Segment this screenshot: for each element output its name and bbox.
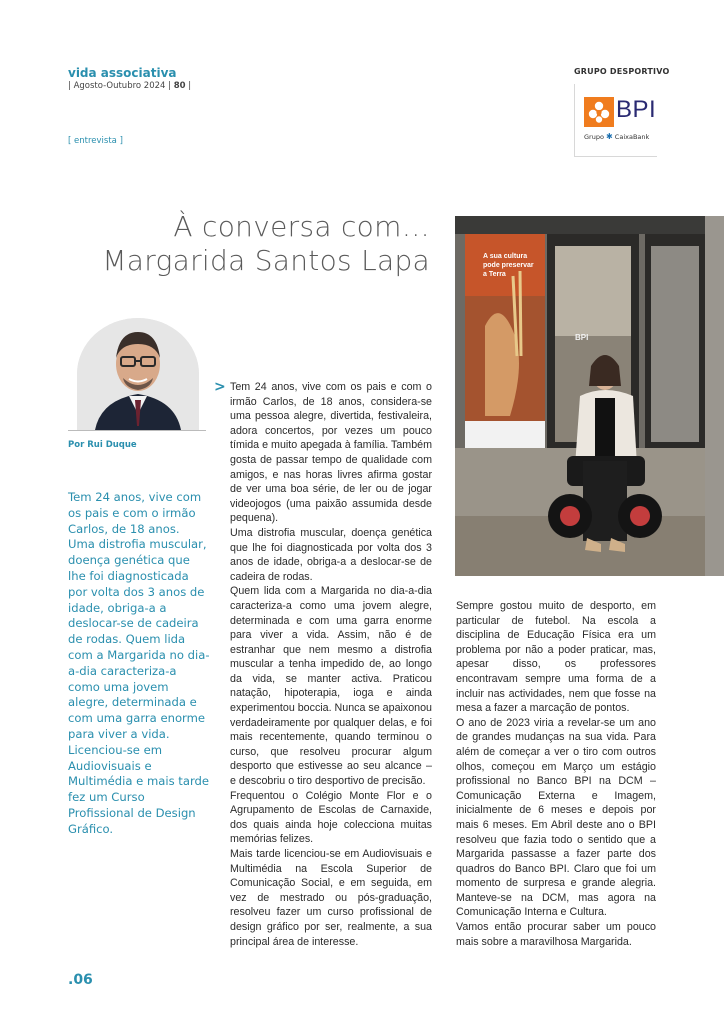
body-paragraph: Frequentou o Colégio Monte Flor e o Agrupamento de Escolas de Carnaxide, dos quais ainda hoje colecciona muitas memórias felizes.: [230, 789, 432, 846]
body-paragraph: Quem lida com a Margarida no dia-a-dia caracteriza-a como uma jovem alegre, determinada e com uma garra enorme para viver a vida. Assim, não é de estranhar que nem mesmo a distrofia muscular a tenha impedido de, ao longo da vida, se manter activa. Praticou natação, hipoterapia, ioga e ainda experimentou boccia. Nunca se apaixonou verdadeiramente por qualquer delas, e foi mais recentemente, quando terminou o curso, que resolveu procurar algum desporto que estivesse ao seu alcance – e descobriu o tiro desportivo de precisão.: [230, 585, 433, 788]
poster-text-1: A sua cultura: [483, 253, 528, 260]
issue-suffix: |: [188, 81, 192, 91]
group-prefix: Grupo: [584, 133, 604, 141]
poster-text-2: pode preservar: [483, 262, 534, 269]
body-paragraph: Vamos então procurar saber um pouco mais sobre a maravilhosa Margarida.: [456, 921, 656, 948]
article-title-line-2: Margarida Santos Lapa: [102, 244, 430, 277]
page-number: .06: [68, 972, 93, 988]
lead-paragraph: Tem 24 anos, vive com os pais e com o irmão Carlos, de 18 anos. Uma distrofia muscular, doença genética que lhe foi diagnosticada por volta dos 3 anos de idade, obriga-a a deslocar-se de cadeira de rodas. Quem lida com a Margarida no dia-a-dia caracteriza-a como uma jovem alegre, determinada e com uma garra enorme para viver a vida. Licenciou-se em Audiovisuais e Multimédia e mais tarde fez um Curso Profissional de Design Gráfico.: [68, 490, 210, 836]
bpi-logo-icon: [584, 97, 614, 127]
issue-number: 80: [173, 81, 186, 91]
article-title: [102, 210, 430, 278]
issue-info: [68, 81, 191, 91]
author-avatar: [77, 318, 199, 430]
body-paragraph: O ano de 2023 viria a revelar-se um ano de grandes mudanças na sua vida. Para além de começar a ver o tiro com outros olhos, começou em Março um estágio profissional no Banco BPI na DCM – Comunicação Externa e Imagem, inicialmente de 6 meses e depois por mais 6 meses. Em Abril deste ano o BPI resolveu que fazia todo o sentido que a Margarida passasse a fazer parte dos quadros do Banco BPI. Claro que foi um momento de surpresa e grande alegria. Manteve-se na DCM, mas agora na Comunicação Interna e Cultura.: [456, 716, 656, 919]
body-paragraph: Tem 24 anos, vive com os pais e com o irmão Carlos, de 18 anos, considera-se uma pessoa alegre, divertida, festivaleira, adora concertos, por vezes um pouco tímida e muito apegada à família. Também gosta de passar tempo de qualidade com amigos, e nas horas livres afirma gostar de ver uma boa série, de ler ou de jogar videojogos (uma paixão assumida desde pequena).: [230, 381, 432, 525]
sponsor-label: GRUPO DESPORTIVO: [574, 67, 670, 76]
body-paragraph: Sempre gostou muito de desporto, em particular de futebol. Na escola a disciplina de Educação Física era um problema por não a poder praticar, mas, apesar disso, os professores encontravam sempre uma forma de a incluir nas actividades, nem que fosse na mesa a fazer a marcação de pontos.: [456, 600, 656, 715]
section-title: vida associativa: [68, 66, 177, 80]
caixabank-group-mark: [584, 132, 649, 141]
caixabank-star-icon: ✱: [606, 132, 613, 141]
poster-brand: BPI: [575, 333, 589, 342]
article-title-line-1: À conversa com…: [173, 210, 430, 243]
author-byline: Por Rui Duque: [68, 440, 137, 450]
chevron-right-icon: >: [214, 379, 226, 395]
article-category-tag: [ entrevista ]: [68, 136, 123, 146]
bpi-logo-text: BPI: [616, 96, 657, 123]
group-name: CaixaBank: [614, 133, 650, 141]
body-paragraph: Mais tarde licenciou-se em Audiovisuais e Multimédia na Escola Superior de Comunicação Social, e em seguida, em vez de mestrado ou pós-graduação, resolveu fazer um curso profissional de design gráfico por ser, realmente, a sua principal área de interesse.: [230, 848, 432, 948]
author-divider: [68, 430, 206, 431]
body-column-1: [230, 380, 432, 949]
issue-date: | Agosto-Outubro 2024 |: [68, 81, 172, 91]
body-column-2: [456, 599, 656, 949]
poster-text-3: a Terra: [483, 271, 506, 278]
body-paragraph: Uma distrofia muscular, doença genética que lhe foi diagnosticada por volta dos 3 anos de idade, obriga-a a deslocar-se de cadeira de rodas.: [230, 526, 432, 583]
interview-photo: [455, 216, 724, 576]
